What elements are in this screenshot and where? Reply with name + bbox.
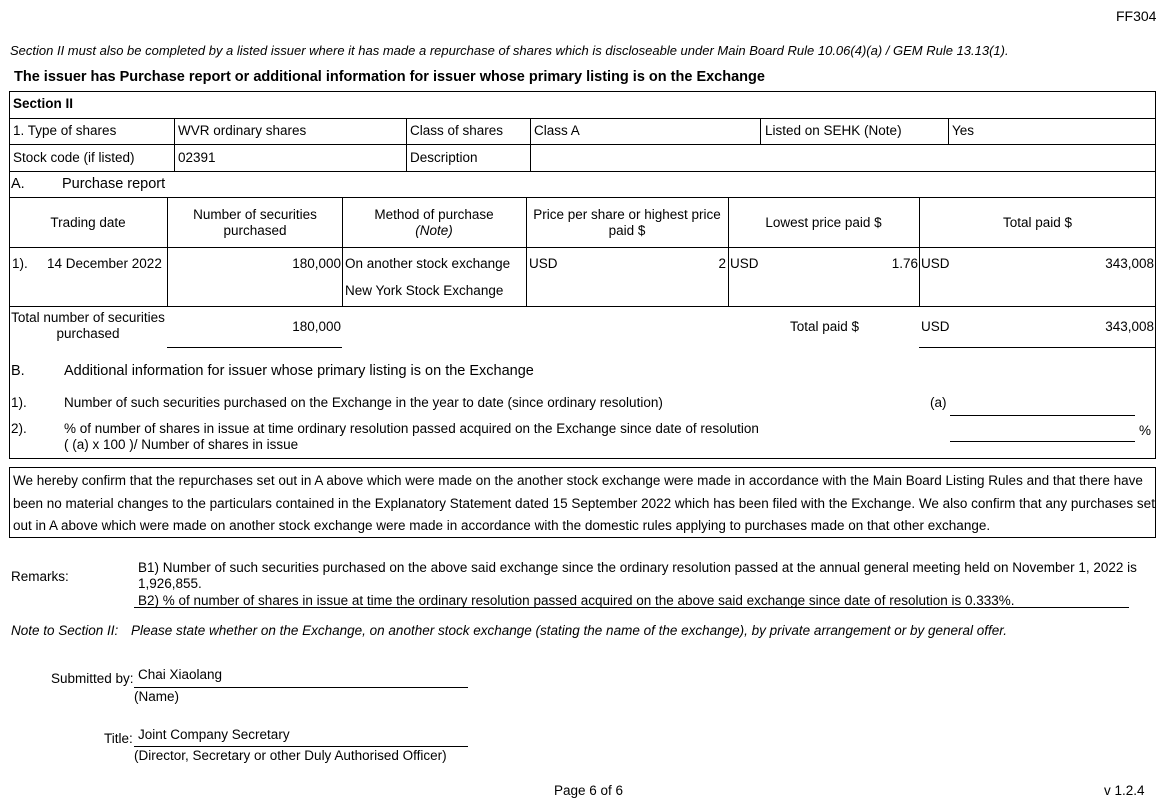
confirmation-line-1: We hereby confirm that the repurchases set out in A above which were made on the another stock exchange were made in accordance with the Main Board Listing Rules and that there have xyxy=(13,473,1143,488)
total-paid-label: Total paid $ xyxy=(790,319,860,334)
confirmation-line-2: been no material changes to the particulars contained in the Explanatory Statement dated 15 September 2022 which has been filed with the Exchange. We also confirm that any purchases set xyxy=(13,496,1155,511)
total-securities-value: 180,000 xyxy=(292,319,341,334)
part-b-letter: B. xyxy=(11,363,25,379)
part-a-letter: A. xyxy=(11,176,25,192)
type-of-shares-value: WVR ordinary shares xyxy=(178,123,307,138)
listed-sehk-label: Listed on SEHK (Note) xyxy=(765,123,902,138)
part-b-item1-field xyxy=(950,415,1135,416)
note-label: Note to Section II: xyxy=(11,623,119,638)
row-total-currency: USD xyxy=(921,256,950,271)
title-value: Joint Company Secretary xyxy=(138,727,290,742)
form-code: FF304 xyxy=(1116,8,1157,24)
section-title: Section II xyxy=(13,96,74,111)
intro-note: Section II must also be completed by a listed issuer where it has made a repurchase of shares which is discloseable under Main Board Rule 10.06(4)(a) / GEM Rule 13.13(1). xyxy=(10,43,1009,58)
header-price: Price per share or highest price paid $ xyxy=(533,207,721,238)
part-b-item2-field xyxy=(950,441,1135,442)
remarks-b1-line2: 1,926,855. xyxy=(138,576,202,591)
remarks-b1-line1: B1) Number of such securities purchased on the above said exchange since the ordinary resolution passed at the annual general meeting held on November 1, 2022 is xyxy=(138,560,1137,575)
row-number: 180,000 xyxy=(292,256,341,271)
description-label: Description xyxy=(410,150,478,165)
remarks-b2: B2) % of number of shares in issue at time the ordinary resolution passed acquired on the above said exchange since date of resolution is 0.333%. xyxy=(138,593,1015,608)
header-num-securities: Number of securities purchased xyxy=(193,207,317,238)
header-method: Method of purchase xyxy=(374,207,494,222)
part-b-item2-index: 2). xyxy=(11,421,27,436)
remarks-label: Remarks: xyxy=(11,569,69,584)
part-b-item1-index: 1). xyxy=(11,395,27,410)
name-caption: (Name) xyxy=(134,689,180,704)
submitted-by-name: Chai Xiaolang xyxy=(138,667,223,682)
class-of-shares-label: Class of shares xyxy=(410,123,504,138)
name-underline xyxy=(134,687,468,688)
total-paid-currency: USD xyxy=(921,319,950,334)
header-total-paid: Total paid $ xyxy=(1002,215,1073,230)
part-b-title: Additional information for issuer whose primary listing is on the Exchange xyxy=(64,363,534,379)
header-lowest-price: Lowest price paid $ xyxy=(765,215,882,230)
confirmation-line-3: out in A above which were made on another stock exchange were made in accordance with the domestic rules applying to purchases made on that other exchange. xyxy=(13,518,991,533)
submitted-by-label: Submitted by: xyxy=(51,671,134,686)
title-underline xyxy=(134,746,468,747)
total-paid-value: 343,008 xyxy=(1105,319,1154,334)
title-caption: (Director, Secretary or other Duly Authorised Officer) xyxy=(134,748,447,763)
page-heading: The issuer has Purchase report or additional information for issuer whose primary listing is on the Exchange xyxy=(14,69,765,85)
part-b-item2-line1: % of number of shares in issue at time ordinary resolution passed acquired on the Exchange since date of resolution xyxy=(64,421,759,436)
row-method: On another stock exchange xyxy=(345,256,511,271)
row-total: 343,008 xyxy=(1105,256,1154,271)
row-price: 2 xyxy=(718,256,726,271)
row-lowest-currency: USD xyxy=(730,256,759,271)
row-index: 1). xyxy=(12,256,28,271)
part-b-item2-line2: ( (a) x 100 )/ Number of shares in issue xyxy=(64,437,299,452)
header-trading-date: Trading date xyxy=(50,215,126,230)
row-trading-date: 14 December 2022 xyxy=(47,256,162,271)
title-label: Title: xyxy=(104,731,133,746)
row-lowest: 1.76 xyxy=(891,256,918,271)
part-b-item1-text: Number of such securities purchased on the Exchange in the year to date (since ordinary resolution) xyxy=(64,395,663,410)
note-text: Please state whether on the Exchange, on another stock exchange (stating the name of the exchange), by private arrangement or by general offer. xyxy=(131,623,1008,638)
listed-sehk-value: Yes xyxy=(952,123,975,138)
class-of-shares-value: Class A xyxy=(534,123,580,138)
part-b-item1-tag: (a) xyxy=(930,395,947,410)
stock-code-label: Stock code (if listed) xyxy=(13,150,135,165)
row-price-currency: USD xyxy=(529,256,558,271)
stock-code-value: 02391 xyxy=(178,150,216,165)
type-of-shares-label: 1. Type of shares xyxy=(13,123,117,138)
version: v 1.2.4 xyxy=(1104,783,1145,798)
row-method-detail: New York Stock Exchange xyxy=(345,283,504,298)
total-securities-label: Total number of securities purchased xyxy=(11,310,165,341)
header-method-note: (Note) xyxy=(415,223,453,238)
page-number: Page 6 of 6 xyxy=(554,783,624,798)
part-a-title: Purchase report xyxy=(62,176,166,192)
part-b-item2-unit: % xyxy=(1139,423,1152,438)
